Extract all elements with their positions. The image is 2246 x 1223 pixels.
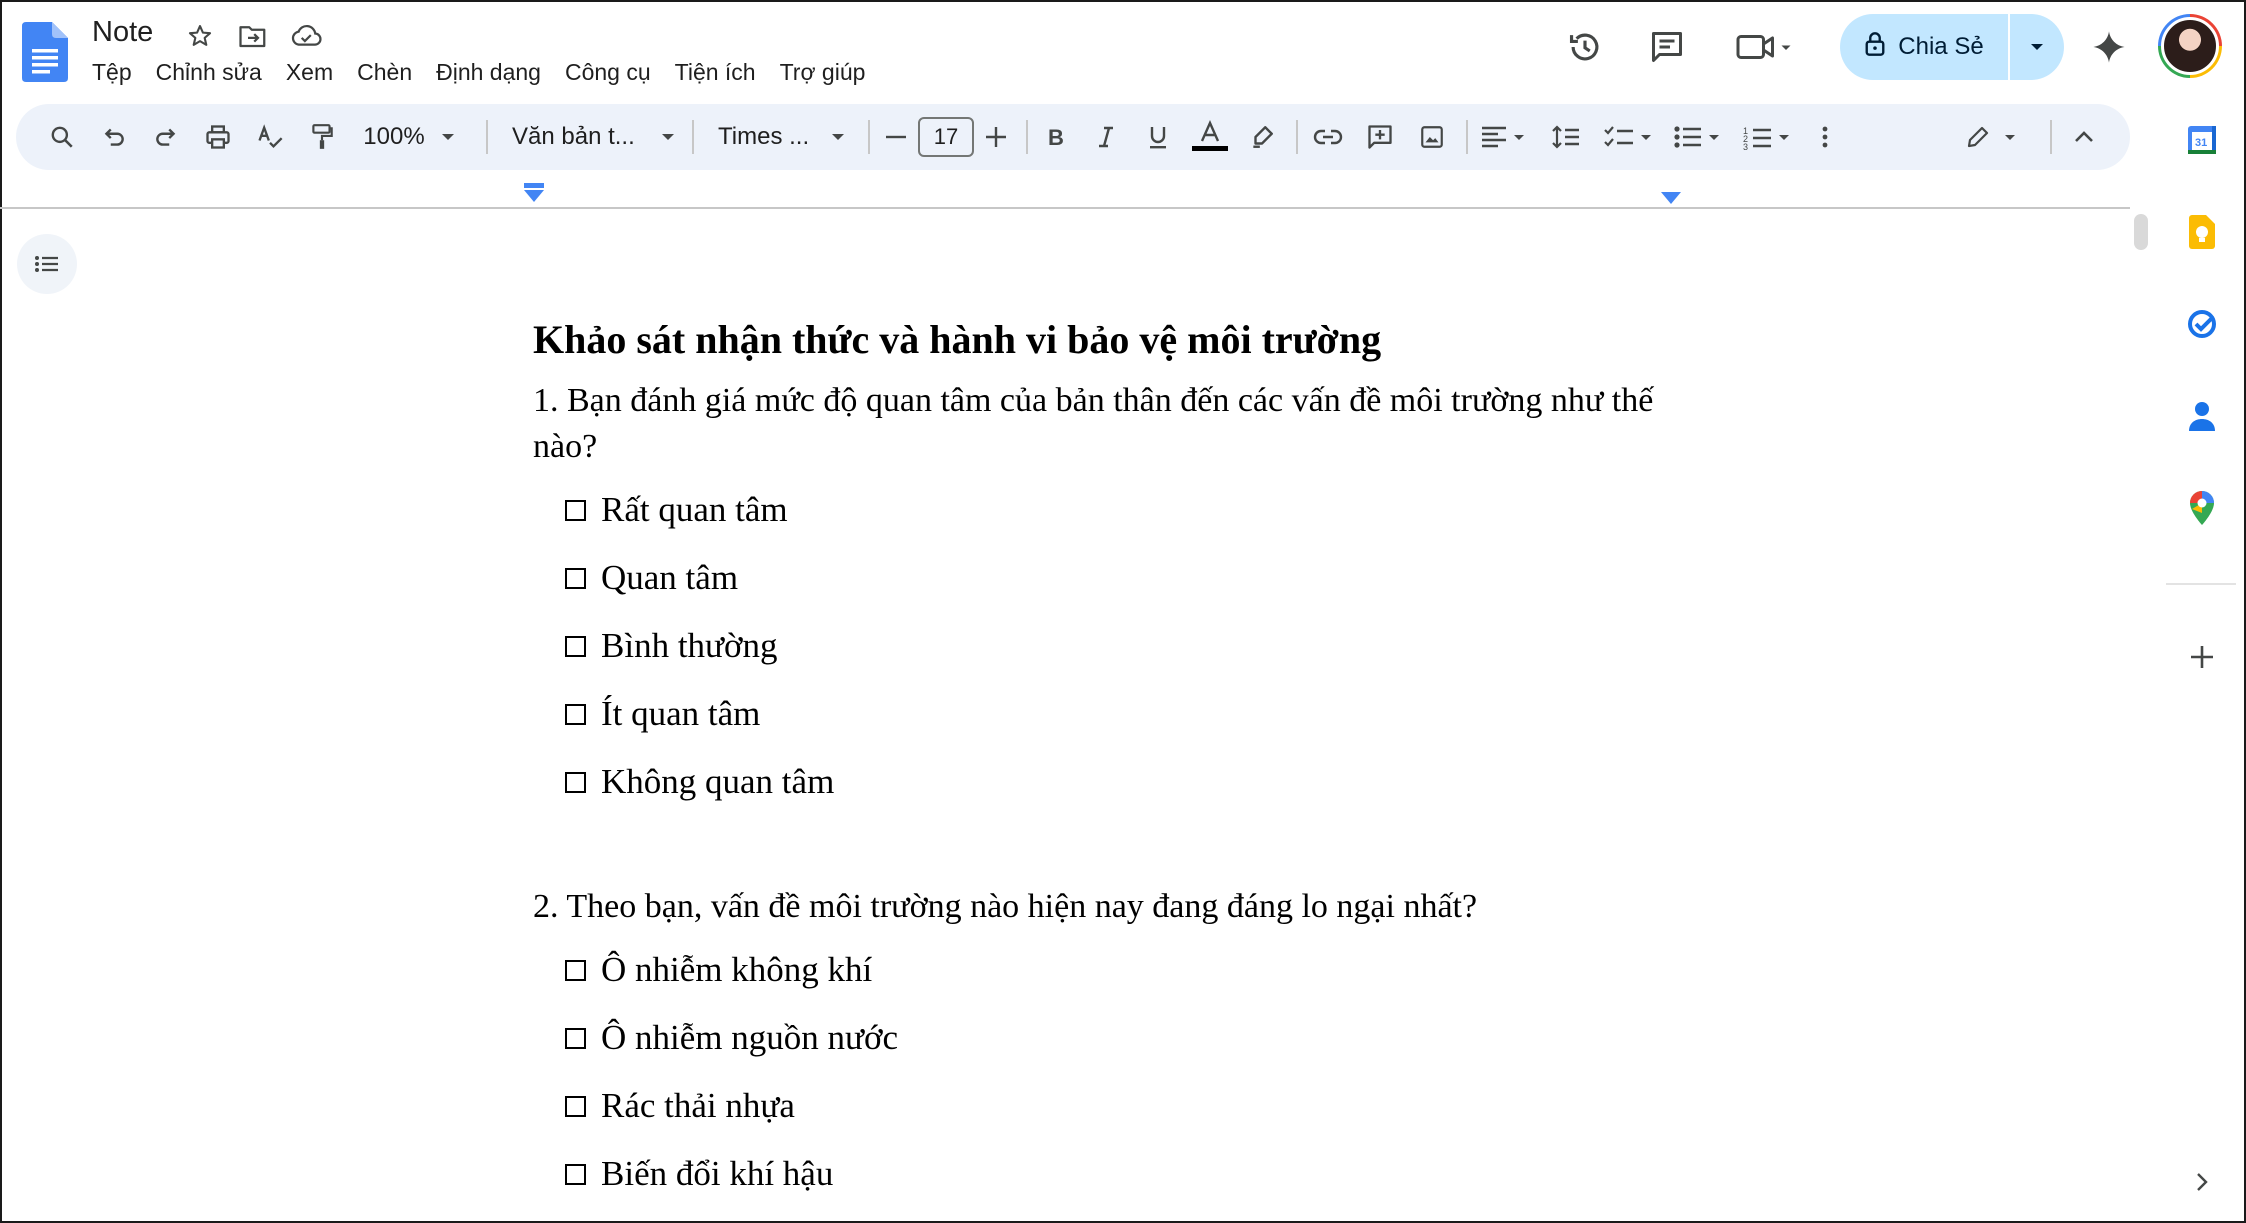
checkbox[interactable] <box>565 704 586 725</box>
toolbar-divider <box>1296 120 1298 154</box>
svg-text:31: 31 <box>2195 137 2208 149</box>
insert-image-icon[interactable] <box>1412 112 1452 162</box>
more-options-icon[interactable] <box>1810 112 1840 162</box>
toolbar-divider <box>692 120 694 154</box>
checklist-icon[interactable] <box>1600 112 1658 162</box>
menu-file[interactable]: Tệp <box>92 59 132 85</box>
blank-line <box>533 816 1663 884</box>
zoom-value: 100% <box>363 123 425 150</box>
gemini-sparkle-icon[interactable] <box>2084 22 2134 72</box>
contacts-icon[interactable] <box>2178 392 2226 440</box>
insert-link-icon[interactable] <box>1308 112 1348 162</box>
list-item <box>533 936 1663 1004</box>
checkbox[interactable] <box>565 1096 586 1117</box>
chevron-down-icon <box>831 133 845 141</box>
star-icon[interactable] <box>183 19 217 53</box>
svg-text:B: B <box>1048 125 1064 149</box>
bulleted-list-icon[interactable] <box>1670 112 1728 162</box>
avatar[interactable] <box>2158 14 2222 78</box>
align-left-icon[interactable] <box>1476 112 1534 162</box>
increase-font-size-icon[interactable] <box>978 112 1014 162</box>
checkbox[interactable] <box>565 772 586 793</box>
list-item <box>533 1072 1663 1140</box>
keep-icon[interactable] <box>2178 208 2226 256</box>
chevron-down-icon <box>661 133 675 141</box>
toolbar-divider <box>486 120 488 154</box>
checkbox[interactable] <box>565 1028 586 1049</box>
paragraph-style-select[interactable] <box>500 112 680 162</box>
checkbox[interactable] <box>565 960 586 981</box>
video-call-icon[interactable] <box>1730 22 1800 72</box>
zoom-select[interactable] <box>354 112 464 162</box>
document-title[interactable]: Note <box>92 16 154 48</box>
tasks-icon[interactable] <box>2178 300 2226 348</box>
font-size-input[interactable]: 17 <box>918 117 974 157</box>
menu-format[interactable]: Định dạng <box>436 59 541 85</box>
google-docs-icon[interactable] <box>22 22 68 82</box>
list-item <box>533 1004 1663 1072</box>
checkbox[interactable] <box>565 1164 586 1185</box>
decrease-font-size-icon[interactable] <box>878 112 914 162</box>
bold-icon[interactable] <box>1036 112 1076 162</box>
italic-icon[interactable] <box>1086 112 1126 162</box>
menu-help[interactable]: Trợ giúp <box>779 59 866 85</box>
option-label: Ít quan tâm <box>601 694 761 733</box>
menu-extensions[interactable]: Tiện ích <box>674 59 756 85</box>
left-indent-marker[interactable] <box>524 190 544 202</box>
toolbar-divider <box>1466 120 1468 154</box>
share-main-button[interactable] <box>1840 14 2010 80</box>
toolbar-divider <box>1026 120 1028 154</box>
menu-edit[interactable]: Chỉnh sửa <box>155 59 262 85</box>
font-family-value: Times ... <box>718 123 810 150</box>
underline-icon[interactable] <box>1138 112 1178 162</box>
share-dropdown-button[interactable] <box>2010 14 2064 80</box>
checkbox[interactable] <box>565 568 586 589</box>
option-label: Rất quan tâm <box>601 490 788 529</box>
font-family-select[interactable] <box>706 112 866 162</box>
side-panel-divider <box>2166 583 2236 585</box>
spellcheck-icon[interactable] <box>250 112 290 162</box>
option-label: Không quan tâm <box>601 762 835 801</box>
cloud-saved-icon[interactable] <box>289 19 323 53</box>
chevron-right-icon[interactable] <box>2178 1158 2226 1206</box>
paint-format-icon[interactable] <box>302 112 342 162</box>
svg-text:3: 3 <box>1743 142 1749 150</box>
list-item <box>533 476 1663 544</box>
search-icon[interactable] <box>42 112 82 162</box>
menu-insert[interactable]: Chèn <box>357 59 413 85</box>
document-heading: Khảo sát nhận thức và hành vi bảo vệ môi trường <box>533 317 1382 362</box>
editing-mode-icon[interactable] <box>1960 112 2030 162</box>
list-item <box>533 748 1663 816</box>
document-body[interactable] <box>533 310 1663 1208</box>
outline-icon <box>34 254 60 274</box>
version-history-icon[interactable] <box>1560 22 1610 72</box>
add-icon[interactable] <box>2178 633 2226 681</box>
first-line-indent-marker[interactable] <box>524 183 544 188</box>
right-indent-marker[interactable] <box>1661 192 1681 204</box>
toolbar-divider <box>2050 120 2052 154</box>
paragraph-style-value: Văn bản t... <box>512 123 635 150</box>
option-label: Ô nhiễm không khí <box>601 950 873 989</box>
option-label: Bình thường <box>601 626 778 665</box>
option-label: Ô nhiễm nguồn nước <box>601 1018 899 1057</box>
calendar-icon[interactable] <box>2178 116 2226 164</box>
list-item <box>533 1140 1663 1208</box>
collapse-toolbar-icon[interactable] <box>2064 112 2104 162</box>
text-color-icon[interactable] <box>1190 112 1230 162</box>
document-outline-button[interactable] <box>17 234 77 294</box>
print-icon[interactable] <box>198 112 238 162</box>
chevron-down-icon <box>441 133 455 141</box>
menu-view[interactable]: Xem <box>285 59 334 85</box>
share-button[interactable] <box>1840 14 2064 80</box>
ruler <box>0 207 2130 209</box>
checkbox[interactable] <box>565 500 586 521</box>
redo-icon[interactable] <box>146 112 186 162</box>
question-1: 1. Bạn đánh giá mức độ quan tâm của bản thân đến các vấn đề môi trường như thế nào? <box>533 382 1654 465</box>
comments-icon[interactable] <box>1642 22 1692 72</box>
move-to-folder-icon[interactable] <box>236 19 270 53</box>
lock-icon <box>1864 31 1886 64</box>
svg-text:2: 2 <box>1743 134 1749 144</box>
title-bar <box>0 0 2246 100</box>
vertical-scrollbar[interactable] <box>2134 214 2148 250</box>
highlight-color-icon[interactable] <box>1242 112 1282 162</box>
menu-bar <box>80 55 877 89</box>
avatar-image <box>2161 17 2219 75</box>
maps-icon[interactable] <box>2178 484 2226 532</box>
share-label: Chia Sẻ <box>1898 33 1984 60</box>
option-label: Biến đổi khí hậu <box>601 1154 834 1193</box>
line-spacing-icon[interactable] <box>1546 112 1586 162</box>
svg-text:1: 1 <box>1743 126 1749 136</box>
option-label: Rác thải nhựa <box>601 1086 795 1125</box>
formatting-toolbar <box>16 104 2130 170</box>
menu-tools[interactable]: Công cụ <box>564 59 651 85</box>
list-item <box>533 612 1663 680</box>
numbered-list-icon[interactable] <box>1740 112 1798 162</box>
list-item <box>533 544 1663 612</box>
chevron-down-icon <box>2030 43 2044 51</box>
question-2: 2. Theo bạn, vấn đề môi trường nào hiện nay đang đáng lo ngại nhất? <box>533 888 1478 925</box>
checkbox[interactable] <box>565 636 586 657</box>
add-comment-icon[interactable] <box>1360 112 1400 162</box>
list-item <box>533 680 1663 748</box>
option-label: Quan tâm <box>601 558 739 597</box>
undo-icon[interactable] <box>94 112 134 162</box>
toolbar-divider <box>868 120 870 154</box>
